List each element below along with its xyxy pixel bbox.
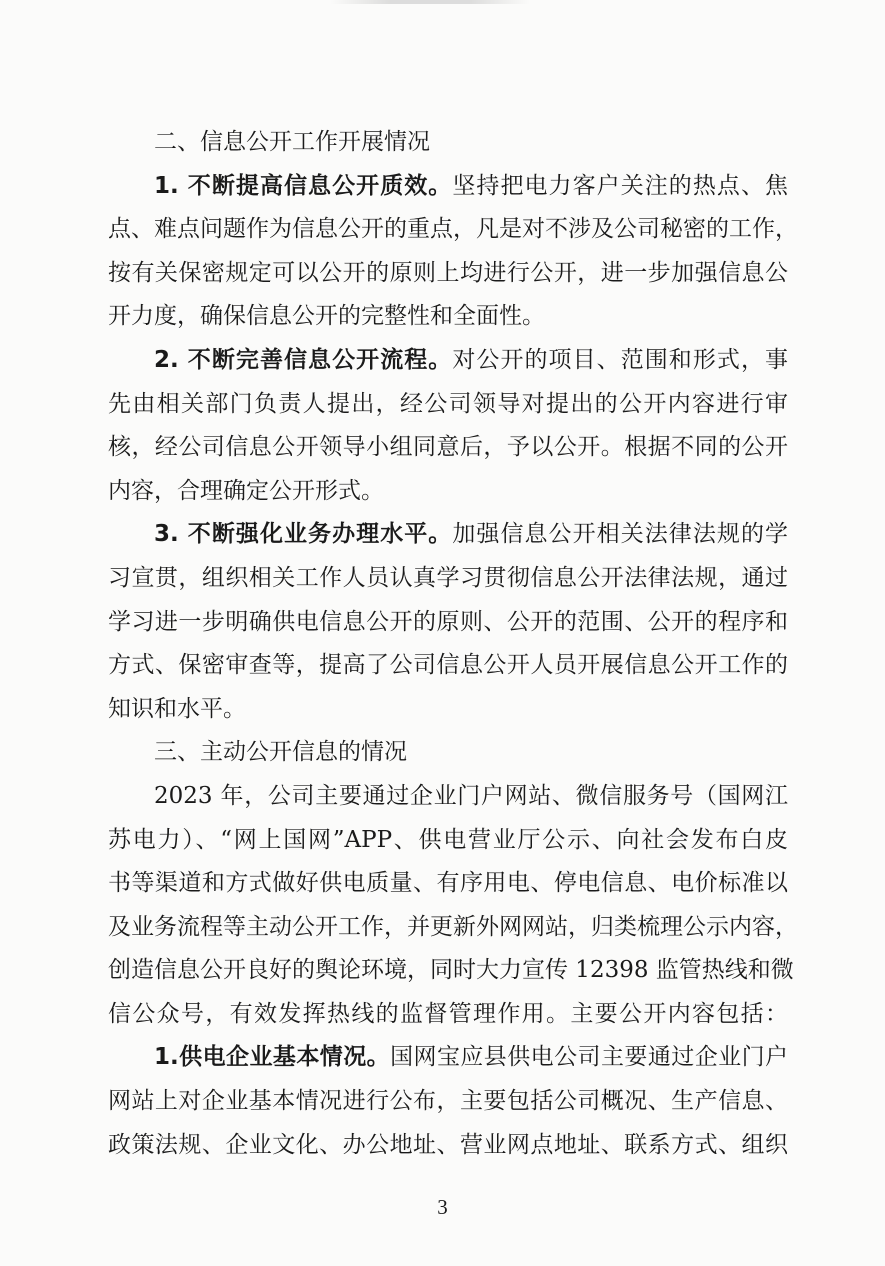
paragraph-5-line-1	[108, 1043, 788, 1071]
paragraph-3-line-5: 知识和水平。	[108, 695, 246, 722]
paragraph-1-line-4: 开力度，确保信息公开的完整性和全面性。	[108, 303, 545, 330]
paragraph-2-title: 2. 不断完善信息公开流程。	[154, 346, 453, 373]
page-number: 3	[437, 1195, 448, 1219]
paragraph-1-line-1	[108, 172, 788, 200]
paragraph-1-line-2: 点、难点问题作为信息公开的重点，凡是对不涉及公司秘密的工作，	[108, 216, 798, 243]
paragraph-5-text: 国网宝应县供电公司主要通过企业门户	[390, 1044, 789, 1071]
paragraph-3-text: 加强信息公开相关法律法规的学	[452, 521, 789, 548]
paragraph-3-line-4: 方式、保密审查等，提高了公司信息公开人员开展信息公开工作的	[108, 652, 788, 679]
paragraph-3-title: 3. 不断强化业务办理水平。	[154, 521, 453, 548]
paragraph-1-text: 坚持把电力客户关注的热点、焦	[452, 172, 789, 199]
paragraph-2-text: 对公开的项目、范围和形式，事	[452, 346, 789, 373]
paragraph-2-line-1	[108, 346, 788, 374]
paragraph-3-line-2: 习宣贯，组织相关工作人员认真学习贯彻信息公开法律法规，通过	[108, 564, 788, 591]
document-page	[108, 128, 798, 1174]
paragraph-1-title: 1. 不断提高信息公开质效。	[154, 172, 453, 199]
paragraph-3-line-3: 学习进一步明确供电信息公开的原则、公开的范围、公开的程序和	[108, 608, 788, 635]
paragraph-2-line-3: 核，经公司信息公开领导小组同意后，予以公开。根据不同的公开	[108, 434, 788, 461]
paragraph-2-line-4: 内容，合理确定公开形式。	[108, 477, 384, 504]
paragraph-4-line-3: 书等渠道和方式做好供电质量、有序用电、停电信息、电价标准以	[108, 870, 788, 897]
paragraph-1-line-3: 按有关保密规定可以公开的原则上均进行公开，进一步加强信息公	[108, 259, 788, 286]
paragraph-4-line-4: 及业务流程等主动公开工作，并更新外网网站，归类梳理公示内容，	[108, 913, 798, 940]
paragraph-5-line-2: 网站上对企业基本情况进行公布，主要包括公司概况、生产信息、	[108, 1088, 788, 1115]
section-heading-2: 二、信息公开工作开展情况	[154, 129, 430, 155]
scan-artifact	[330, 0, 530, 4]
paragraph-5-title: 1.供电企业基本情况。	[154, 1044, 391, 1071]
paragraph-5-line-3: 政策法规、企业文化、办公地址、营业网点地址、联系方式、组织	[108, 1131, 788, 1158]
paragraph-4-line-6: 信公众号，有效发挥热线的监督管理作用。主要公开内容包括：	[108, 1000, 788, 1027]
section-heading-3: 三、主动公开信息的情况	[154, 739, 407, 766]
paragraph-4-line-2: 苏电力）、“网上国网”APP、供电营业厅公示、向社会发布白皮	[108, 826, 788, 853]
paragraph-4-line-1: 2023 年，公司主要通过企业门户网站、微信服务号（国网江	[154, 782, 788, 809]
paragraph-3-line-1	[108, 520, 788, 548]
paragraph-4-line-5: 创造信息公开良好的舆论环境，同时大力宣传 12398 监管热线和微	[108, 957, 794, 984]
paragraph-2-line-2: 先由相关部门负责人提出，经公司领导对提出的公开内容进行审	[108, 390, 788, 417]
